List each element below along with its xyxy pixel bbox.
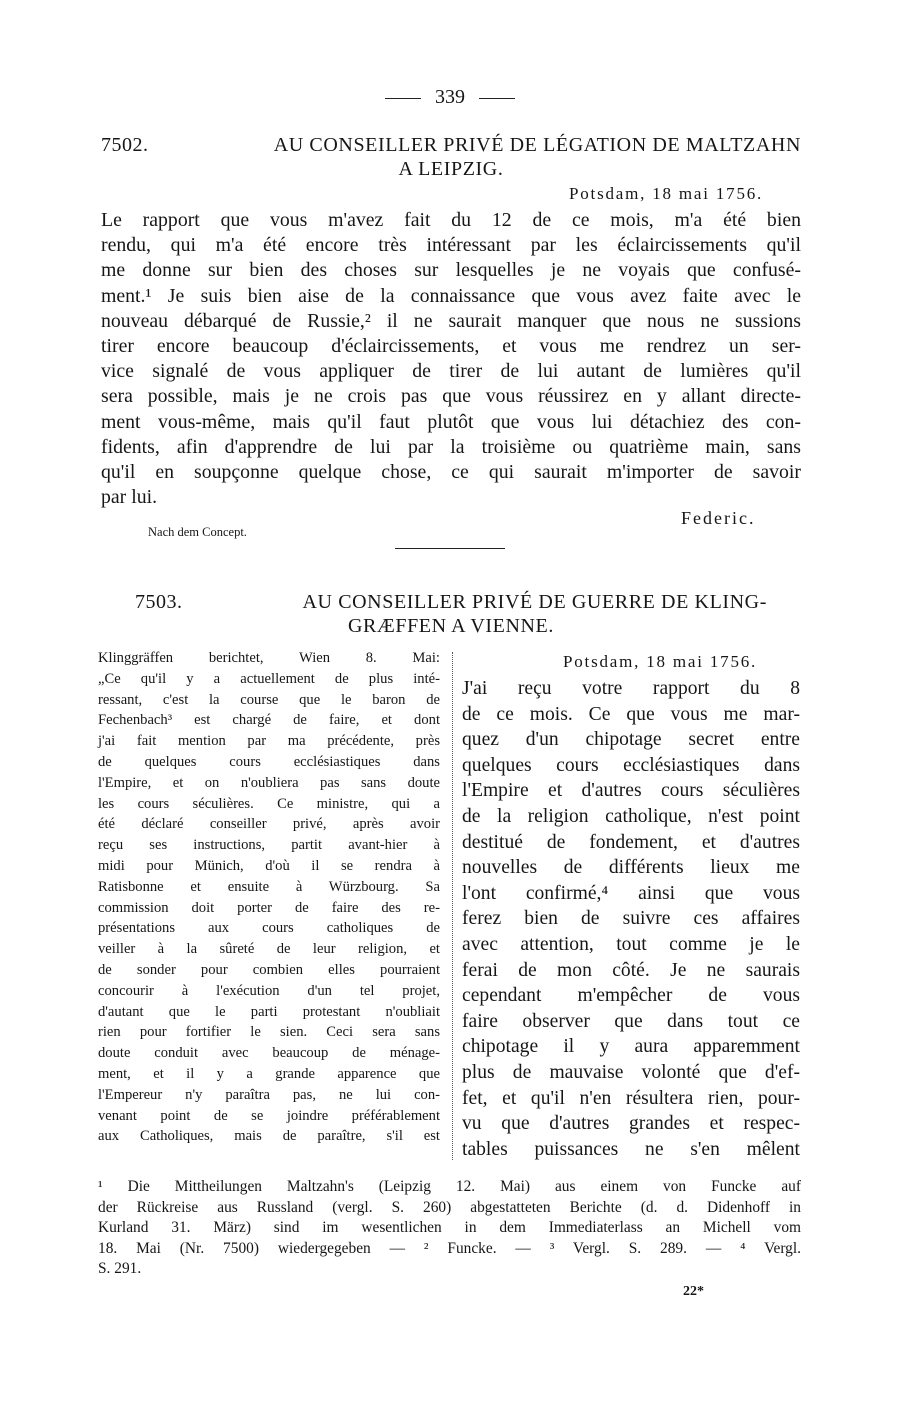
footnotes: [98, 1177, 801, 1280]
letter2-report-line: doute conduit avec beaucoup de ménage-: [98, 1045, 440, 1062]
letter2-reply-line: fet, et qu'il n'en résultera rien, pour-: [462, 1087, 800, 1109]
letter1-title-line1: AU CONSEILLER PRIVÉ DE LÉGATION DE MALTZAHN: [273, 134, 801, 156]
letter2-report-line: j'ai fait mention par ma précédente, près: [98, 733, 440, 750]
letter2-reply-line: faire observer que dans tout ce: [462, 1010, 800, 1032]
letter1-body-line: tirer encore beaucoup d'éclaircissements, et vous me rendrez un ser-: [101, 334, 801, 357]
letter1-body-line: vice signalé de vous appliquer de tirer de lui autant de lumières qu'il: [101, 360, 801, 383]
letter2-report-line: ment, et il y a grande apparence que: [98, 1065, 440, 1082]
letter2-report-column: [98, 648, 440, 1147]
letter1-body-line: qu'il en soupçonne quelque chose, ce qui saurait m'importer de savoir: [101, 460, 801, 483]
letter2-report-line: veiller à la sûreté de leur religion, et: [98, 941, 440, 958]
letter2-report-line: „Ce qu'il y a actuellement de plus inté-: [98, 670, 440, 687]
letter2-report-line: d'autant que le parti protestant n'oubliait: [98, 1003, 440, 1020]
letter1-body-line: rendu, qui m'a été encore très intéressant par les éclaircissements qu'il: [101, 234, 801, 257]
letter1-body-line: ment vous-même, mais qu'il faut plutôt que vous lui détachiez des con-: [101, 410, 801, 433]
letter2-report-line: reçu ses instructions, partit avant-hier à: [98, 837, 440, 854]
letter2-report-line: rien pour fortifier le sien. Ceci sera sans: [98, 1024, 440, 1041]
letter2-report-line: été déclaré conseiller privé, après avoir: [98, 816, 440, 833]
page-number-dash-left: [385, 98, 421, 99]
letter1-heading: [101, 133, 801, 181]
letter1-body-line: par lui.: [101, 486, 158, 509]
letter2-heading: [135, 590, 767, 638]
letter2-reply-line: tables puissances ne s'en mêlent: [462, 1138, 800, 1160]
letter2-number: 7503.: [135, 591, 183, 613]
letter2-reply-line: ferai de mon côté. Je ne saurais: [462, 959, 800, 981]
letter2-report-line: de sonder pour combien elles pourraient: [98, 961, 440, 978]
footnote-line: Kurland 31. März) sind im wesentlichen in dem Immediaterlass an Michell vom: [98, 1219, 801, 1236]
letter1-source-note: Nach dem Concept.: [148, 525, 247, 539]
letter2-report-line: présentations aux cours catholiques de: [98, 920, 440, 937]
letter2-reply-line: l'Empire et d'autres cours séculières: [462, 780, 800, 802]
footnote-line: S. 291.: [98, 1260, 142, 1277]
page-number-text: 339: [435, 86, 465, 108]
letter1-body-line: ment.¹ Je suis bien aise de la connaissance que vous avez faite avec le: [101, 284, 801, 307]
section-divider: [395, 548, 505, 549]
letter1-number: 7502.: [101, 134, 149, 156]
signature-mark: 22*: [683, 1284, 704, 1299]
letter1-body-line: sera possible, mais je ne crois pas que vous réussirez en y allant directe-: [101, 385, 801, 408]
letter2-reply-line: avec attention, tout comme je le: [462, 933, 800, 955]
letter2-reply-line: cependant m'empêcher de vous: [462, 985, 800, 1007]
letter1-signature: Federic.: [681, 508, 756, 528]
letter2-reply-line: quez d'un chipotage secret entre: [462, 729, 800, 751]
letter2-reply-line: de ce mois. Ce que vous me mar-: [462, 703, 800, 725]
letter2-place-date: Potsdam, 18 mai 1756.: [563, 652, 758, 671]
letter2-reply-line: nouvelles de différents lieux me: [462, 857, 800, 879]
letter2-report-line: Klinggräffen berichtet, Wien 8. Mai:: [98, 650, 440, 666]
letter2-reply-line: ferez bien de suivre ces affaires: [462, 908, 800, 930]
letter2-reply-line: destitué de fondement, et d'autres: [462, 831, 800, 853]
letter1-body-line: fidents, afin d'apprendre de lui par la troisième ou quatrième main, sans: [101, 435, 801, 458]
letter1-body-line: nouveau débarqué de Russie,² il ne saurait manquer que nous ne sussions: [101, 309, 801, 332]
letter1-body: [101, 208, 801, 510]
letter2-reply-line: J'ai reçu votre rapport du 8: [462, 678, 800, 699]
letter2-title-line2: GRÆFFEN A VIENNE.: [348, 615, 554, 637]
letter2-report-line: ressant, c'est la course que le baron de: [98, 691, 440, 708]
letter2-reply-line: plus de mauvaise volonté que d'ef-: [462, 1061, 800, 1083]
page-number: [0, 86, 900, 109]
letter2-report-line: les cours séculières. Ce ministre, qui a: [98, 795, 440, 812]
letter1-body-line: me donne sur bien des choses sur lesquelles je ne voyais que confusé-: [101, 259, 801, 282]
letter1-title-line2: A LEIPZIG.: [398, 158, 504, 180]
letter2-reply-column: [462, 676, 800, 1162]
letter2-reply-line: de la religion catholique, n'est point: [462, 805, 800, 827]
footnote-line: der Rückreise aus Russland (vergl. S. 260) abgestatteten Berichte (d. d. Didenhoff in: [98, 1198, 801, 1216]
letter2-report-line: Ratisbonne et ensuite à Würzbourg. Sa: [98, 878, 440, 895]
letter2-reply-line: l'ont confirmé,⁴ ainsi que vous: [462, 882, 800, 904]
letter2-report-line: l'Empire, et on n'oubliera pas sans doute: [98, 774, 440, 791]
footnote-line: ¹ Die Mittheilungen Maltzahn's (Leipzig 12. Mai) aus einem von Funcke auf: [98, 1178, 801, 1195]
letter2-report-line: concourir à l'exécution d'un tel projet,: [98, 982, 440, 999]
letter2-report-line: venant point de se joindre préférablement: [98, 1107, 440, 1124]
letter2-report-line: Fechenbach³ est chargé de faire, et dont: [98, 712, 440, 729]
footnote-line: 18. Mai (Nr. 7500) wiedergegeben — ² Funcke. — ³ Vergl. S. 289. — ⁴ Vergl.: [98, 1239, 801, 1257]
letter2-report-line: l'Empereur n'y paraîtra pas, ne lui con-: [98, 1086, 440, 1103]
letter2-title-line1: AU CONSEILLER PRIVÉ DE GUERRE DE KLING-: [302, 591, 767, 613]
letter2-report-line: commission doit porter de faire des re-: [98, 899, 440, 916]
letter1-place-date: Potsdam, 18 mai 1756.: [569, 184, 764, 203]
letter2-reply-line: quelques cours ecclésiastiques dans: [462, 754, 800, 776]
column-divider: [452, 652, 453, 1160]
letter2-report-line: midi pour Münich, d'où il se rendra à: [98, 857, 440, 874]
letter2-reply-line: chipotage il y aura apparemment: [462, 1036, 800, 1058]
letter1-body-line: Le rapport que vous m'avez fait du 12 de ce mois, m'a été bien: [101, 209, 801, 231]
letter2-report-line: de quelques cours ecclésiastiques dans: [98, 753, 440, 770]
letter2-report-line: aux Catholiques, mais de paraître, s'il est: [98, 1128, 440, 1145]
page-number-dash-right: [479, 98, 515, 99]
letter2-reply-line: vu que d'autres grandes et respec-: [462, 1113, 800, 1135]
